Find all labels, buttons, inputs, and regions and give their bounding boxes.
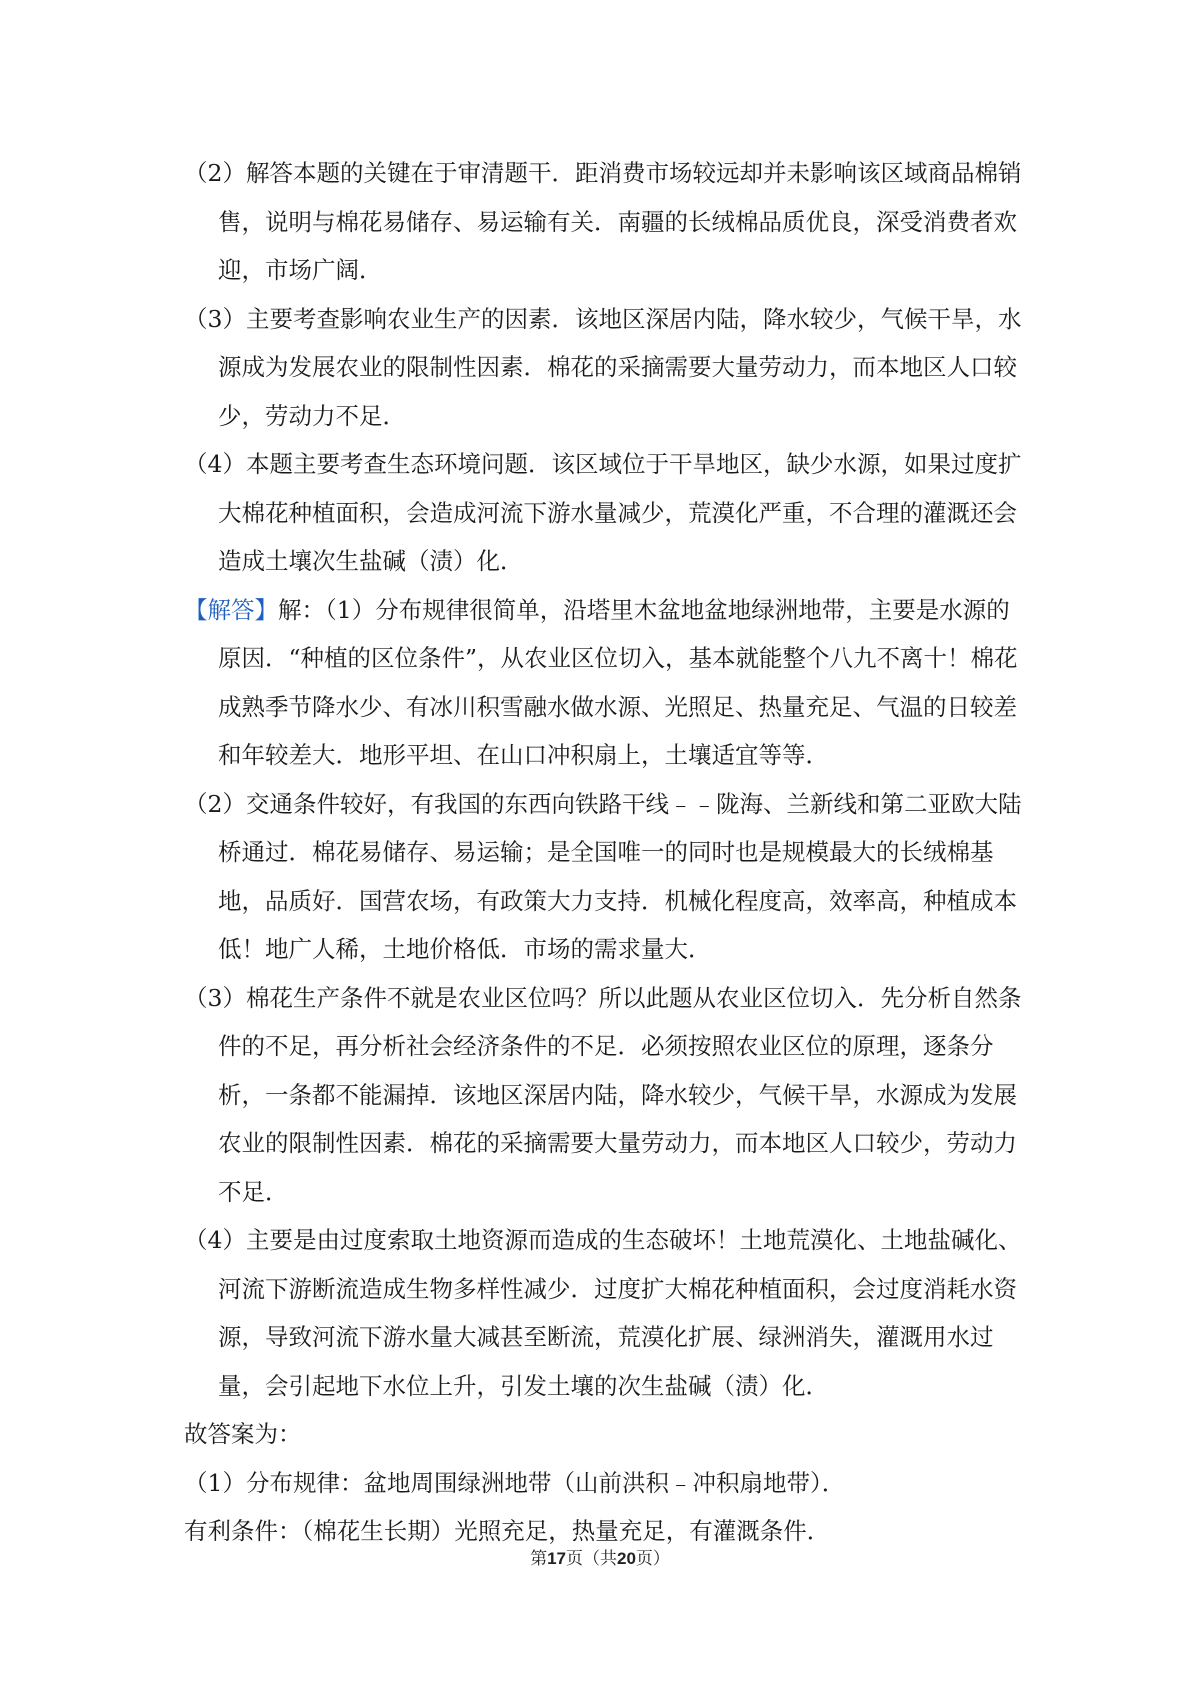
final-answer-1: （1）分布规律：盆地周围绿洲地带（山前洪积﹣冲积扇地带）． [184, 1468, 846, 1497]
footer-suffix: 页） [635, 1549, 670, 1569]
page-number: 17 [547, 1549, 566, 1568]
answer-paragraph-3: （3）棉花生产条件不就是农业区位吗？所以此题从农业区位切入．先分析自然条件的不足，再分析社会经济条件的不足．必须按照农业区位的原理，逐条分析，一条都不能漏掉．该地区深居内陆，降水较少，气候干旱，水源成为发展农业的限制性因素．棉花的采摘需要大量劳动力，而本地区人口较少，劳动力不足． [184, 983, 1022, 1206]
favorable-conditions: 有利条件：（棉花生长期）光照充足，热量充足，有灌溉条件． [184, 1517, 831, 1545]
page-footer [0, 1547, 1200, 1571]
analysis-paragraph-3: （3）主要考查影响农业生产的因素．该地区深居内陆，降水较少，气候干旱，水源成为发展农业的限制性因素．棉花的采摘需要大量劳动力，而本地区人口较少，劳动力不足． [184, 304, 1022, 430]
total-pages: 20 [617, 1549, 636, 1568]
answer-paragraph-4: （4）主要是由过度索取土地资源而造成的生态破坏！土地荒漠化、土地盐碱化、河流下游断流造成生物多样性减少．过度扩大棉花种植面积，会过度消耗水资源，导致河流下游水量大减甚至断流，荒漠化扩展、绿洲消失，灌溉用水过量，会引起地下水位上升，引发土壤的次生盐碱（渍）化． [184, 1226, 1022, 1400]
footer-middle: 页（共 [566, 1549, 617, 1569]
final-answer-label: 故答案为： [184, 1420, 302, 1448]
analysis-paragraph-2: （2）解答本题的关键在于审清题干．距消费市场较远却并未影响该区域商品棉销售，说明与棉花易储存、易运输有关．南疆的长绒棉品质优良，深受消费者欢迎，市场广阔． [184, 159, 1022, 284]
footer-prefix: 第 [530, 1549, 548, 1569]
document-body [184, 149, 1024, 1556]
answer-paragraph-1: 【解答】解：（1）分布规律很简单，沿塔里木盆地盆地绿洲地带，主要是水源的原因．“种植的区位条件”，从农业区位切入，基本就能整个八九不离十！棉花成熟季节降水少、有冰川积雪融水做水源、光照足、热量充足、气温的日较差和年较差大．地形平坦、在山口冲积扇上，土壤适宜等等． [184, 595, 1018, 769]
answer-tag: 【解答】 [184, 595, 278, 624]
analysis-paragraph-4: （4）本题主要考查生态环境问题．该区域位于干旱地区，缺少水源，如果过度扩大棉花种植面积，会造成河流下游水量减少，荒漠化严重，不合理的灌溉还会造成土壤次生盐碱（渍）化． [184, 450, 1022, 575]
answer-paragraph-2: （2）交通条件较好，有我国的东西向铁路干线﹣﹣陇海、兰新线和第二亚欧大陆桥通过．棉花易储存、易运输；是全国唯一的同时也是规模最大的长绒棉基地，品质好．国营农场，有政策大力支持．机械化程度高，效率高，种植成本低！地广人稀，土地价格低．市场的需求量大． [184, 789, 1022, 963]
